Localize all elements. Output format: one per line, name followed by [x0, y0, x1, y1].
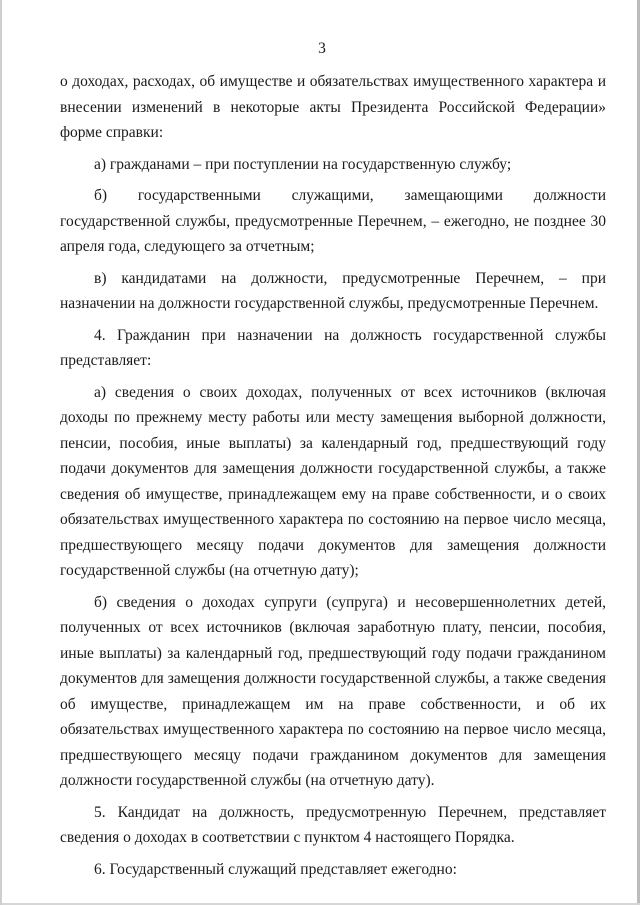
paragraph-continuation: о доходах, расходах, об имуществе и обязательствах имущественного характера и внесении изменений в некоторые акты Президента Российской Федерации» форме справки: [60, 73, 606, 141]
paragraph-section-6: 6. Государственный служащий представляет ежегодно: [94, 860, 457, 878]
paragraph-item-a: а) гражданами – при поступлении на государственную службу; [94, 155, 512, 173]
paragraph-section-4: 4. Гражданин при назначении на должность государственной службы представляет: [60, 326, 606, 369]
paragraph-section-4-b: б) сведения о доходах супруги (супруга) и несовершеннолетних детей, полученных от всех источников (включая заработную плату, пенсии, пособия, иные выплаты) за календарный год, предшествующий году подачи гражданином документов для замещения должности государственной службы, а также сведения об имуществе, принадлежащем им на праве собственности, и об их обязательствах имущественного характера по состоянию на первое число месяца, предшествующего месяцу подачи гражданином документов для замещения должности государственной службы (на отчетную дату). [60, 593, 606, 789]
document-body [60, 69, 606, 883]
paragraph-item-b: б) государственными служащими, замещающими должности государственной службы, предусмотренные Перечнем, – ежегодно, не позднее 30 апреля года, следующего за отчетным; [60, 187, 606, 255]
paragraph-section-4-a: а) сведения о своих доходах, полученных от всех источников (включая доходы по прежнему месту работы или месту замещения выборной должности, пенсии, пособия, иные выплаты) за календарный год, предшествующий году подачи документов для замещения должности государственной службы, а также сведения об имуществе, принадлежащем ему на праве собственности, и о своих обязательствах имущественного характера по состоянию на первое число месяца, предшествующего месяцу подачи документов для замещения должности государственной службы (на отчетную дату); [60, 383, 606, 579]
paragraph-section-5: 5. Кандидат на должность, предусмотренную Перечнем, представляет сведения о доходах в соответствии с пунктом 4 настоящего Порядка. [60, 803, 606, 846]
page-number: 3 [318, 40, 326, 57]
paragraph-item-c: в) кандидатами на должности, предусмотренные Перечнем, – при назначении на должности государственной службы, предусмотренные Перечнем. [60, 269, 606, 312]
